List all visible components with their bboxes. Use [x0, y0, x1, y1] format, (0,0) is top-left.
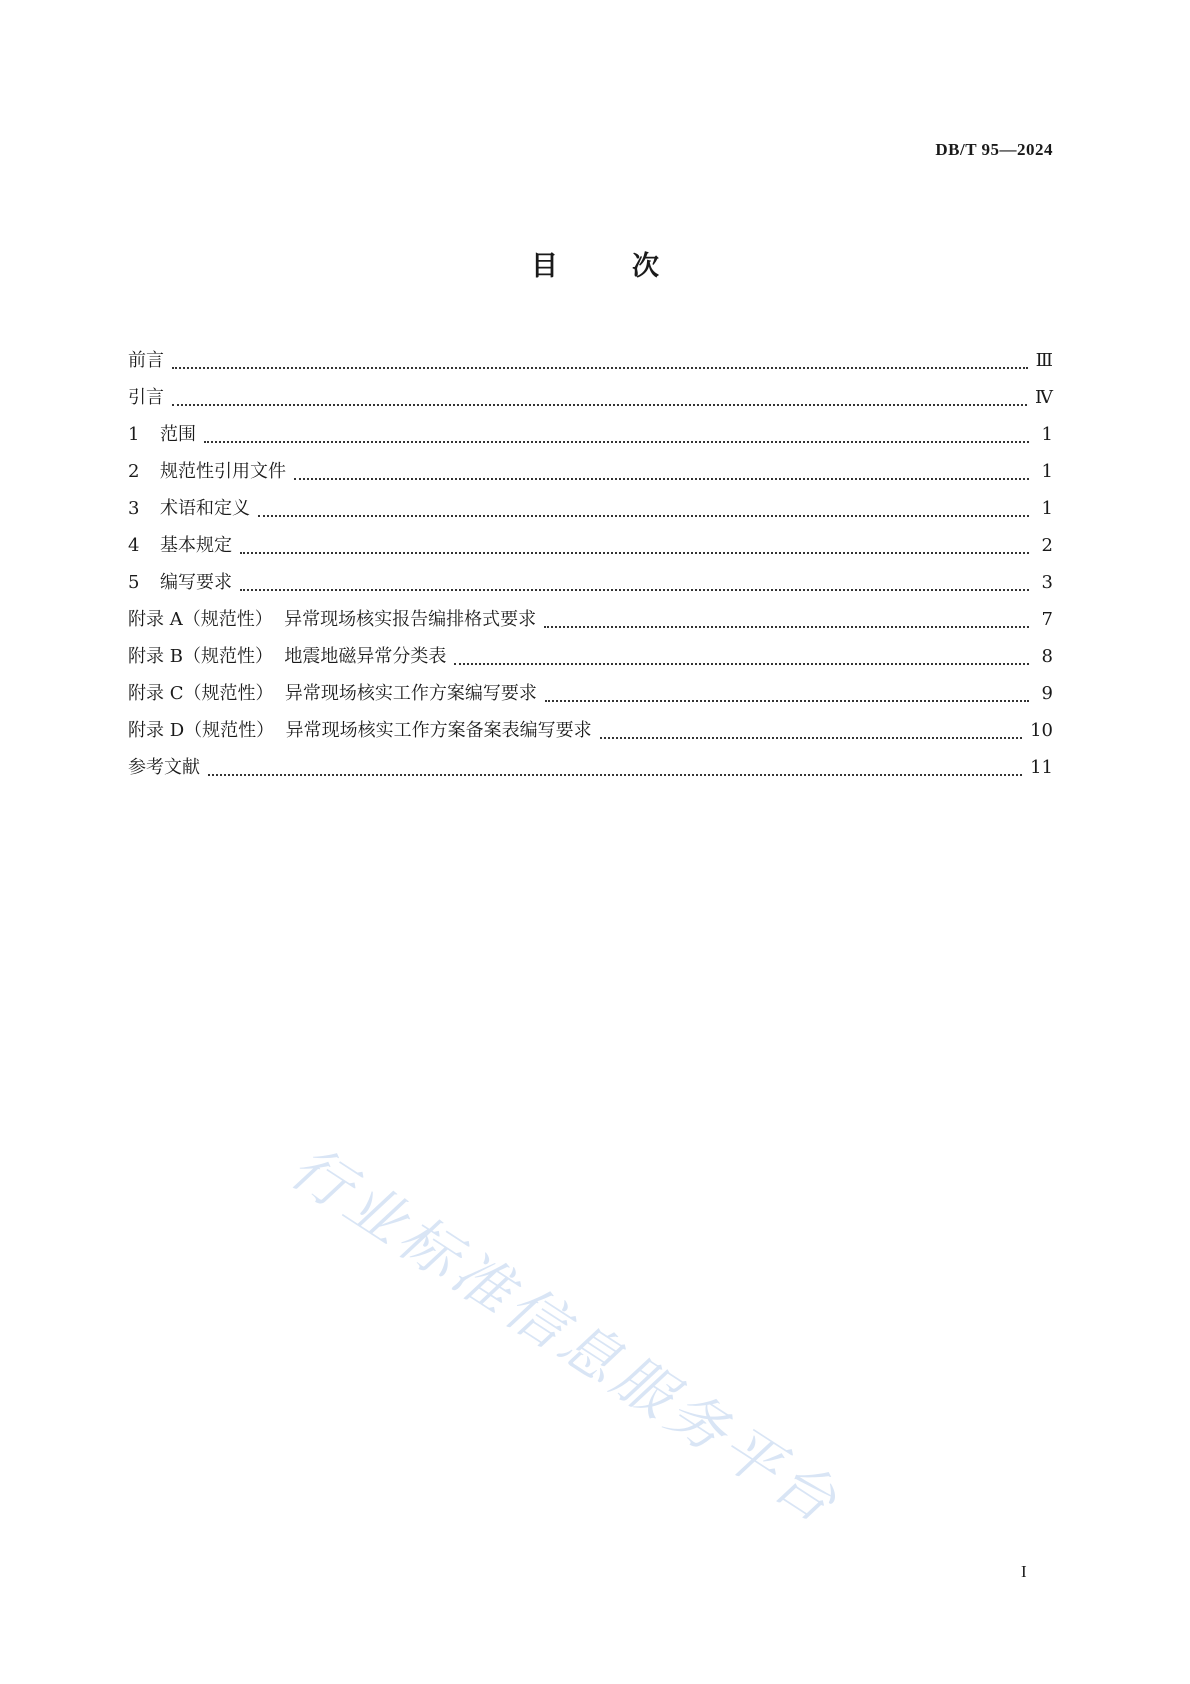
dot-leader [544, 625, 1029, 628]
dot-leader [204, 440, 1029, 443]
dot-leader [545, 699, 1029, 702]
watermark: 行业标准信息服务平台 [278, 1132, 853, 1539]
toc-entry-writing-requirements[interactable] [128, 564, 1053, 601]
toc-entry-appendix-c[interactable] [128, 675, 1053, 712]
toc-title-part1: 目 [531, 251, 558, 282]
toc-entry-number: 1 [128, 424, 140, 445]
dot-leader [172, 366, 1028, 369]
dot-leader [258, 514, 1029, 517]
toc-entry-label: 附录 B（规范性） 地震地磁异常分类表 [128, 646, 447, 667]
dot-leader [240, 551, 1029, 554]
toc-entry-appendix-a[interactable] [128, 601, 1053, 638]
toc-entry-page: Ⅳ [1035, 387, 1053, 408]
table-of-contents [128, 342, 1053, 786]
toc-entry-appendix-b[interactable] [128, 638, 1053, 675]
toc-entry-label: 规范性引用文件 [160, 461, 286, 482]
toc-title [0, 244, 1190, 283]
toc-entry-page: Ⅲ [1035, 350, 1053, 371]
document-code: DB/T 95—2024 [935, 140, 1053, 159]
toc-entry-page: 1 [1041, 498, 1053, 519]
dot-leader [240, 588, 1029, 591]
toc-entry-label: 引言 [128, 387, 164, 408]
toc-entry-label: 编写要求 [160, 572, 232, 593]
toc-entry-page: 3 [1041, 572, 1053, 593]
toc-entry-page: 9 [1041, 683, 1053, 704]
toc-entry-label: 附录 D（规范性） 异常现场核实工作方案备案表编写要求 [128, 720, 592, 741]
toc-entry-terms[interactable] [128, 490, 1053, 527]
dot-leader [600, 736, 1022, 739]
toc-entry-page: 11 [1030, 757, 1053, 778]
toc-entry-number: 5 [128, 572, 140, 593]
toc-entry-page: 2 [1041, 535, 1053, 556]
dot-leader [294, 477, 1029, 480]
toc-entry-page: 1 [1041, 461, 1053, 482]
toc-entry-page: 1 [1041, 424, 1053, 445]
toc-entry-appendix-d[interactable] [128, 712, 1053, 749]
toc-entry-label: 基本规定 [160, 535, 232, 556]
toc-entry-label: 范围 [160, 424, 196, 445]
toc-entry-scope[interactable] [128, 416, 1053, 453]
toc-entry-introduction[interactable] [128, 379, 1053, 416]
toc-title-part2: 次 [632, 251, 659, 282]
toc-entry-label: 附录 C（规范性） 异常现场核实工作方案编写要求 [128, 683, 537, 704]
dot-leader [172, 403, 1027, 406]
toc-entry-page: 10 [1030, 720, 1053, 741]
toc-entry-page: 8 [1041, 646, 1053, 667]
toc-entry-bibliography[interactable] [128, 749, 1053, 786]
toc-entry-basic-provisions[interactable] [128, 527, 1053, 564]
toc-entry-label: 参考文献 [128, 757, 200, 778]
toc-entry-label: 术语和定义 [160, 498, 250, 519]
toc-entry-label: 前言 [128, 350, 164, 371]
toc-entry-number: 3 [128, 498, 140, 519]
toc-entry-page: 7 [1041, 609, 1053, 630]
dot-leader [208, 773, 1022, 776]
toc-entry-label: 附录 A（规范性） 异常现场核实报告编排格式要求 [128, 609, 537, 630]
page-number: I [1021, 1562, 1027, 1581]
toc-entry-number: 2 [128, 461, 140, 482]
toc-entry-foreword[interactable] [128, 342, 1053, 379]
toc-entry-number: 4 [128, 535, 140, 556]
dot-leader [454, 662, 1029, 665]
toc-entry-normative-references[interactable] [128, 453, 1053, 490]
